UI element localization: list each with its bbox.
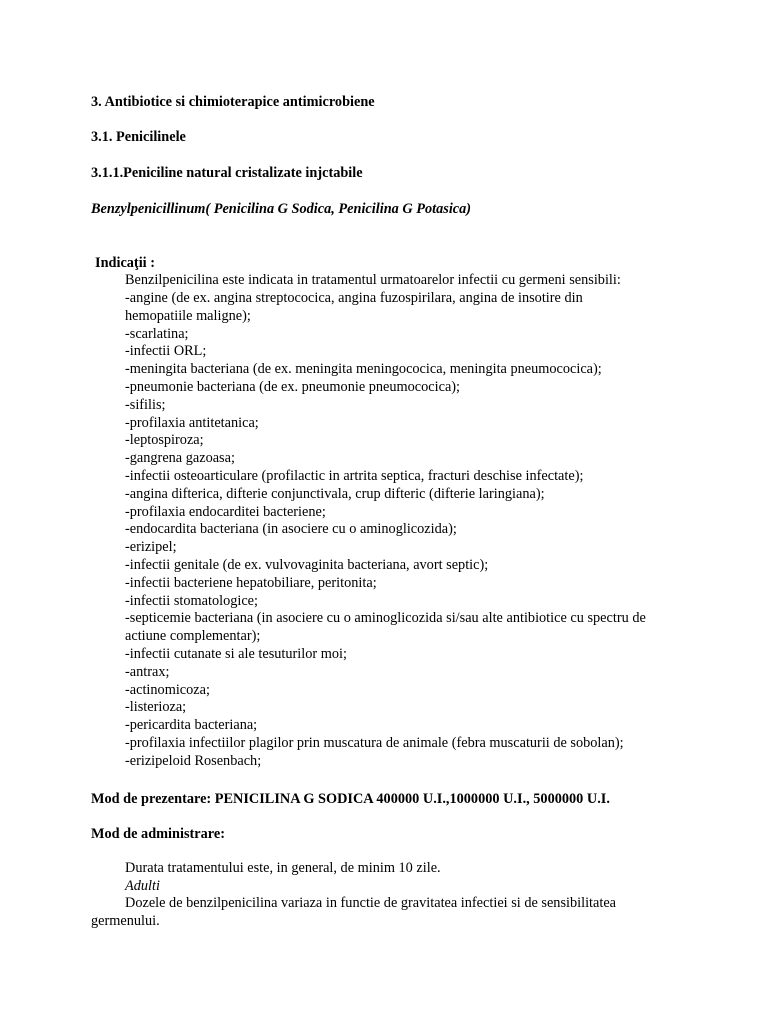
indicatie-list-item: hemopatiile maligne); xyxy=(125,307,251,324)
indicatie-list-item: -infectii genitale (de ex. vulvovaginita bacteriana, avort septic); xyxy=(125,557,489,573)
indicatie-list-item: -leptospiroza; xyxy=(125,432,204,449)
indicatie-list-item: -erizipeloid Rosenbach; xyxy=(125,752,262,769)
indicatie-list-item: -angina difterica, difterie conjunctivala, crup difteric (difterie laringiana); xyxy=(125,485,545,502)
adulti-subheading: Adulti xyxy=(125,878,160,894)
indicatie-list-item: -infectii osteoarticulare (profilactic in artrita septica, fracturi deschise infectate); xyxy=(125,468,584,484)
doze-text-line-1: Dozele de benzilpenicilina variaza in functie de gravitatea infectiei si de sensibilitatea xyxy=(125,895,617,911)
indicatie-list-item: -scarlatina; xyxy=(125,325,189,342)
indicatie-list-item: -infectii cutanate si ale tesuturilor moi; xyxy=(125,646,347,662)
indicatie-list-item: -angine (de ex. angina streptococica, angina fuzospirilara, angina de insotire din xyxy=(125,290,583,306)
indicatie-list-item: -infectii bacteriene hepatobiliare, peritonita; xyxy=(125,574,377,591)
indicatie-list-item: -septicemie bacteriana (in asociere cu o aminoglicozida si/sau alte antibiotice cu spectru de xyxy=(125,610,646,627)
indicatie-list-item: -erizipel; xyxy=(125,539,177,556)
indicatie-list-item: -infectii ORL; xyxy=(125,343,207,360)
indicatie-list-item: -pericardita bacteriana; xyxy=(125,717,258,734)
heading-peniciline-naturale: 3.1.1.Peniciline natural cristalizate injctabile xyxy=(91,165,363,181)
indicatie-list-item: -profilaxia endocarditei bacteriene; xyxy=(125,503,326,520)
mod-de-administrare-label: Mod de administrare: xyxy=(91,826,225,842)
heading-antibiotice: 3. Antibiotice si chimioterapice antimicrobiene xyxy=(91,94,375,110)
indicatie-list-item: -meningita bacteriana (de ex. meningita meningococica, meningita pneumococica); xyxy=(125,361,602,378)
indicatie-list-item: -gangrena gazoasa; xyxy=(125,450,235,467)
indicatie-list-item: -endocardita bacteriana (in asociere cu o aminoglicozida); xyxy=(125,521,457,538)
heading-penicilinele: 3.1. Penicilinele xyxy=(91,129,186,145)
indicatii-label: Indicaţii : xyxy=(95,255,155,271)
drug-name-heading: Benzylpenicillinum( Penicilina G Sodica, Penicilina G Potasica) xyxy=(91,201,472,217)
indicatie-list-item: -sifilis; xyxy=(125,396,166,413)
indicatie-list-item: -pneumonie bacteriana (de ex. pneumonie pneumococica); xyxy=(125,379,461,395)
indicatie-list-item: -antrax; xyxy=(125,663,170,680)
mod-de-prezentare: Mod de prezentare: PENICILINA G SODICA 400000 U.I.,1000000 U.I., 5000000 U.I. xyxy=(91,791,610,807)
doze-text-line-2: germenului. xyxy=(91,913,160,929)
indicatie-list-item: -actinomicoza; xyxy=(125,681,210,698)
indicatie-list-item: -infectii stomatologice; xyxy=(125,592,259,609)
indicatie-list-item: -listerioza; xyxy=(125,699,187,716)
indicatii-intro: Benzilpenicilina este indicata in tratamentul urmatoarelor infectii cu germeni sensibili: xyxy=(125,272,621,288)
indicatie-list-item: -profilaxia antitetanica; xyxy=(125,414,259,431)
indicatie-list-item: -profilaxia infectiilor plagilor prin muscatura de animale (febra muscaturii de sobolan); xyxy=(125,735,624,751)
indicatie-list-item: actiune complementar); xyxy=(125,628,261,645)
durata-tratament: Durata tratamentului este, in general, de minim 10 zile. xyxy=(125,860,441,876)
